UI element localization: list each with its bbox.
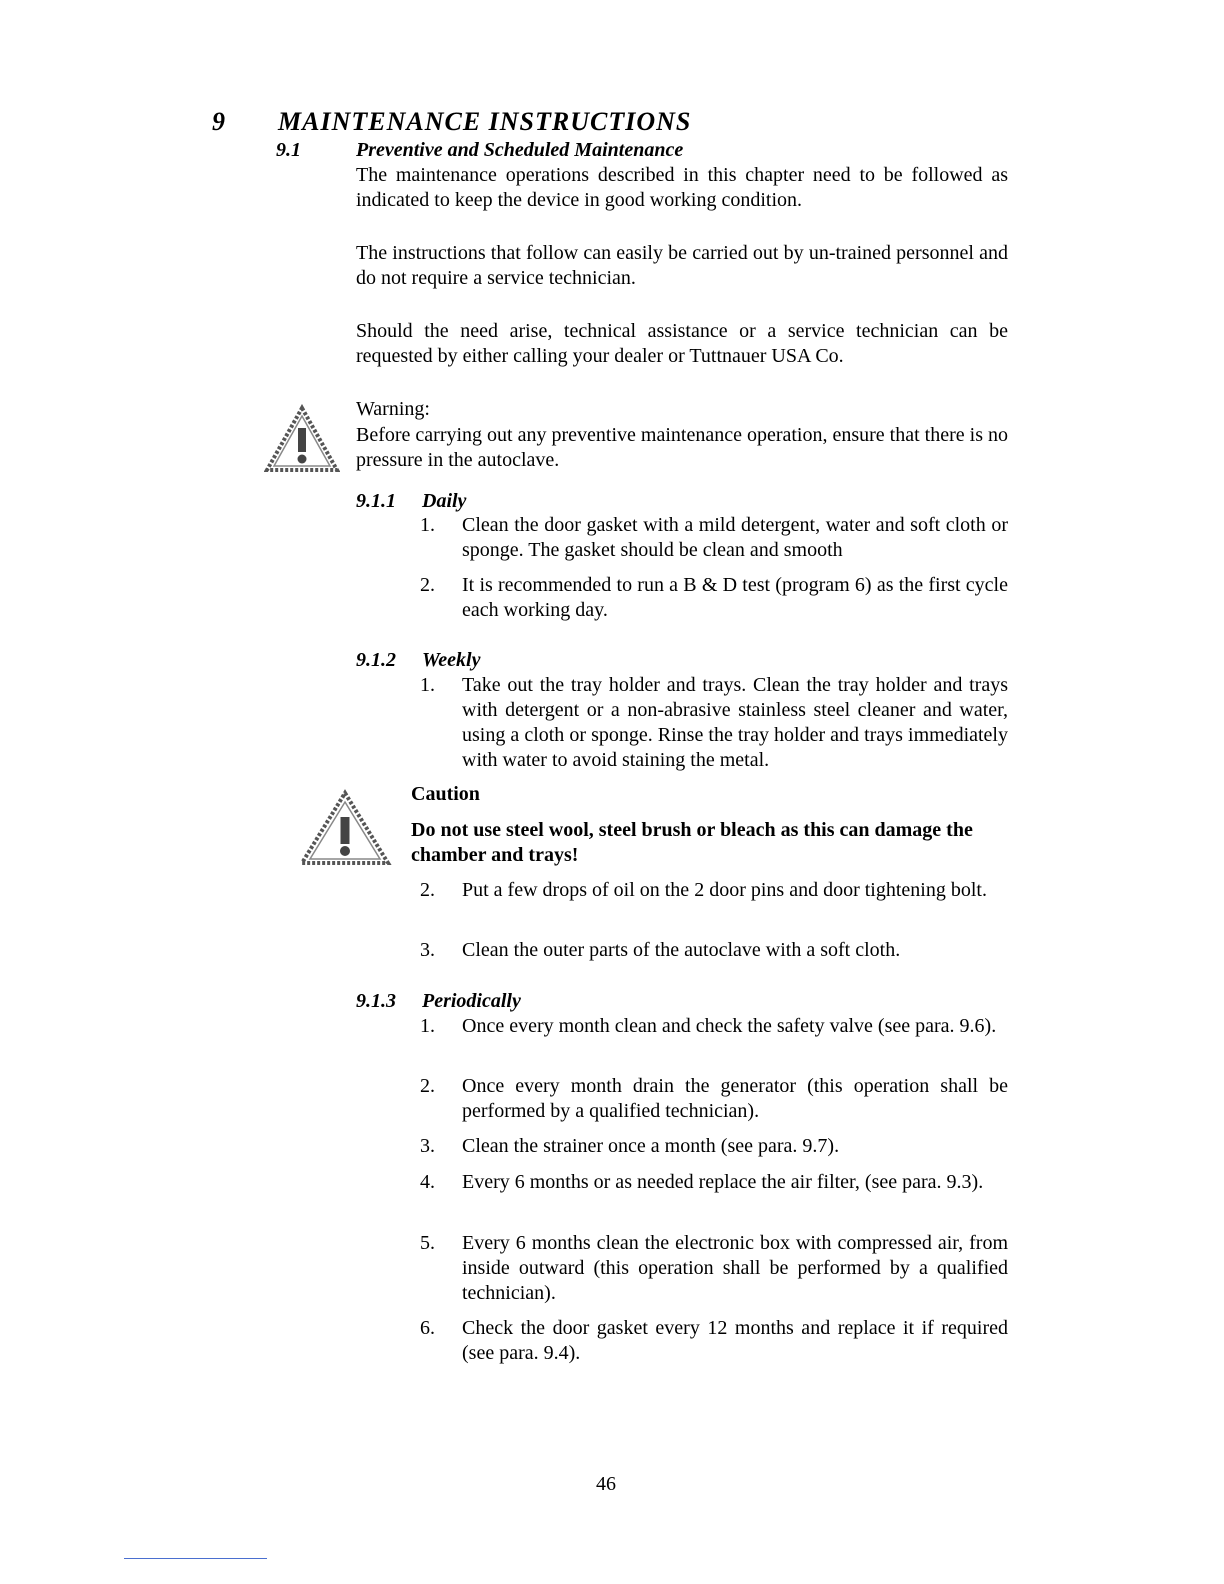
list-item — [420, 673, 1008, 773]
list-item-number: 2. — [420, 1075, 435, 1097]
subsection-heading-periodically — [356, 989, 521, 1014]
subsection-number: 9.1.2 — [356, 649, 396, 671]
list-item-text: Every 6 months or as needed replace the air filter, (see para. 9.3). — [462, 1171, 984, 1193]
list-item-number: 3. — [420, 939, 435, 961]
list-item — [420, 1231, 1008, 1306]
list-item-text: Check the door gasket every 12 months and replace it if required (see para. 9.4). — [462, 1317, 1008, 1364]
intro-paragraph-3: Should the need arise, technical assistance or a service technician can be requested by either calling your dealer or Tuttnauer USA Co. — [356, 320, 1008, 367]
list-item-text: Every 6 months clean the electronic box with compressed air, from inside outward (this operation shall be performed by a qualified technician). — [462, 1232, 1008, 1304]
list-item — [420, 878, 1008, 903]
list-item-text: Take out the tray holder and trays. Clean the tray holder and trays with detergent or a non-abrasive stainless steel cleaner and water, using a cloth or sponge. Rinse the tray holder and trays immediately with water to avoid staining the metal. — [462, 674, 1008, 771]
section-title: Preventive and Scheduled Maintenance — [356, 139, 684, 161]
list-item-number: 1. — [420, 674, 435, 696]
section-number: 9.1 — [276, 139, 301, 161]
list-item-text: It is recommended to run a B & D test (program 6) as the first cycle each working day. — [462, 574, 1008, 621]
list-item — [420, 1134, 1008, 1159]
list-item-number: 2. — [420, 879, 435, 901]
list-item-text: Clean the strainer once a month (see para. 9.7). — [462, 1135, 840, 1157]
list-item-number: 1. — [420, 1015, 435, 1037]
list-item — [420, 1014, 1008, 1039]
list-item — [420, 1316, 1008, 1366]
list-item-text: Clean the door gasket with a mild detergent, water and soft cloth or sponge. The gasket should be clean and smooth — [462, 514, 1008, 561]
subsection-title: Weekly — [422, 649, 481, 671]
list-item-text: Once every month drain the generator (this operation shall be performed by a qualified technician). — [462, 1075, 1008, 1122]
caution-heading: Caution — [411, 783, 480, 805]
list-item — [420, 1074, 1008, 1124]
list-item — [420, 938, 1008, 963]
warning-triangle-icon — [298, 789, 392, 867]
intro-paragraph-1: The maintenance operations described in this chapter need to be followed as indicated to keep the device in good working condition. — [356, 164, 1008, 211]
list-item-text: Clean the outer parts of the autoclave with a soft cloth. — [462, 939, 901, 961]
footnote-divider — [124, 1558, 267, 1559]
chapter-number: 9 — [212, 107, 226, 136]
subsection-heading-daily — [356, 489, 467, 514]
list-item — [420, 513, 1008, 563]
list-item — [420, 573, 1008, 623]
subsection-number: 9.1.3 — [356, 990, 396, 1012]
warning-triangle-icon — [264, 404, 340, 474]
intro-paragraph-2: The instructions that follow can easily be carried out by un-trained personnel and do not require a service technician. — [356, 242, 1008, 289]
list-item-number: 1. — [420, 514, 435, 536]
list-item-text: Once every month clean and check the safety valve (see para. 9.6). — [462, 1015, 997, 1037]
caution-text: Do not use steel wool, steel brush or bleach as this can damage the chamber and trays! — [411, 819, 973, 866]
list-item-number: 4. — [420, 1171, 435, 1193]
list-item — [420, 1170, 1008, 1195]
list-item-number: 5. — [420, 1232, 435, 1254]
warning-text: Before carrying out any preventive maintenance operation, ensure that there is no pressure in the autoclave. — [356, 424, 1008, 471]
page-number: 46 — [596, 1473, 616, 1495]
subsection-title: Periodically — [422, 990, 521, 1012]
warning-heading: Warning: — [356, 398, 430, 420]
list-item-text: Put a few drops of oil on the 2 door pins and door tightening bolt. — [462, 879, 987, 901]
subsection-heading-weekly — [356, 648, 481, 673]
subsection-number: 9.1.1 — [356, 490, 396, 512]
list-item-number: 2. — [420, 574, 435, 596]
list-item-number: 6. — [420, 1317, 435, 1339]
list-item-number: 3. — [420, 1135, 435, 1157]
chapter-title: MAINTENANCE INSTRUCTIONS — [278, 107, 692, 136]
subsection-title: Daily — [422, 490, 467, 512]
